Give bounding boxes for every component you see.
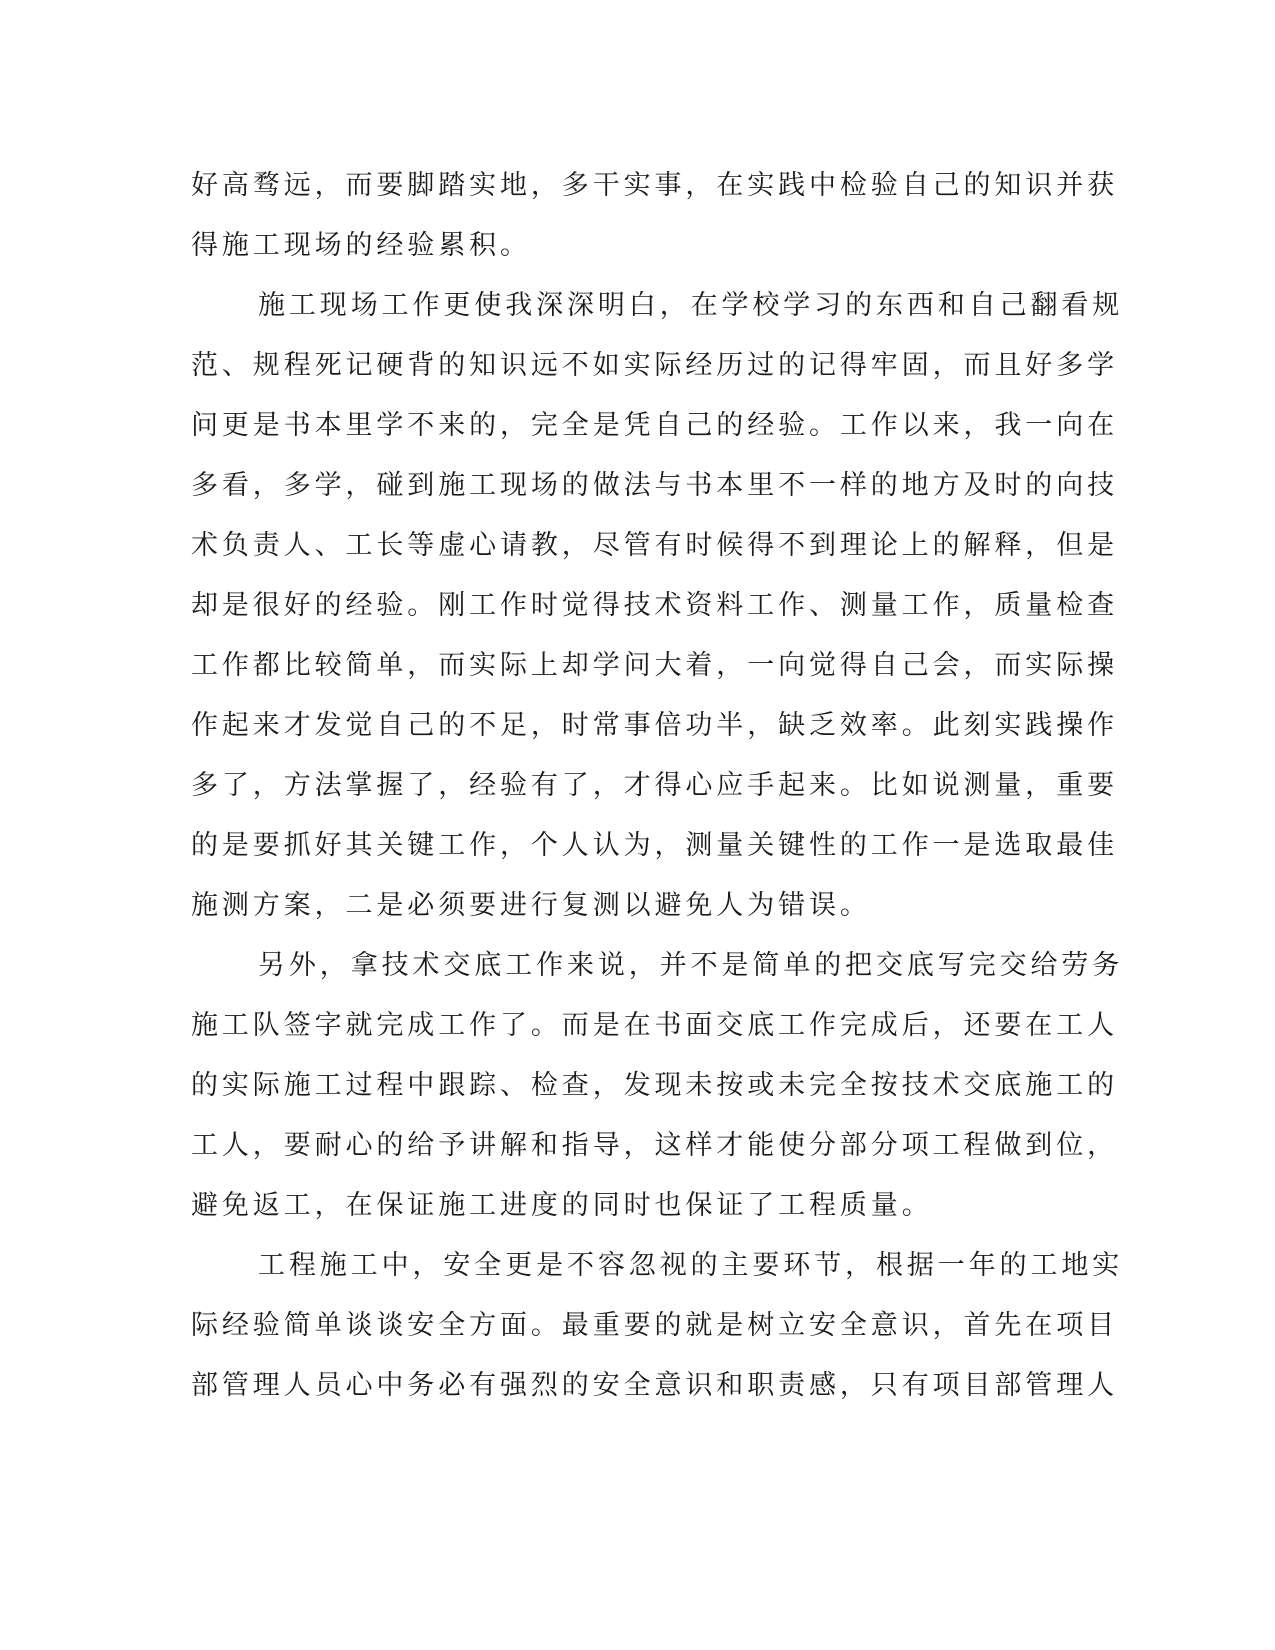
- text-line: 工人，要耐心的给予讲解和指导，这样才能使分部分项工程做到位，: [191, 1130, 1118, 1161]
- text-line: 作起来才发觉自己的不足，时常事倍功半，缺乏效率。此刻实践操作: [191, 710, 1118, 741]
- document-body: [191, 156, 1124, 1416]
- text-line: 的是要抓好其关键工作，个人认为，测量关键性的工作一是选取最佳: [191, 830, 1118, 861]
- text-line: 工作都比较简单，而实际上却学问大着，一向觉得自己会，而实际操: [191, 650, 1118, 681]
- text-line: 多了，方法掌握了，经验有了，才得心应手起来。比如说测量，重要: [191, 770, 1118, 801]
- paragraph-first-line: 施工现场工作更使我深深明白，在学校学习的东西和自己翻看规: [258, 290, 1124, 321]
- text-line: 得施工现场的经验累积。: [191, 230, 531, 261]
- text-line: 问更是书本里学不来的，完全是凭自己的经验。工作以来，我一向在: [191, 410, 1118, 441]
- paragraph-first-line: 另外，拿技术交底工作来说，并不是简单的把交底写完交给劳务: [258, 950, 1124, 981]
- text-line: 部管理人员心中务必有强烈的安全意识和职责感，只有项目部管理人: [191, 1370, 1118, 1401]
- text-line: 的实际施工过程中跟踪、检查，发现未按或未完全按技术交底施工的: [191, 1070, 1118, 1101]
- text-line: 施工队签字就完成工作了。而是在书面交底工作完成后，还要在工人: [191, 1010, 1118, 1041]
- text-line: 范、规程死记硬背的知识远不如实际经历过的记得牢固，而且好多学: [191, 350, 1118, 381]
- text-line: 却是很好的经验。刚工作时觉得技术资料工作、测量工作，质量检查: [191, 590, 1118, 621]
- text-line: 好高骛远，而要脚踏实地，多干实事，在实践中检验自己的知识并获: [191, 170, 1118, 201]
- text-line: 避免返工，在保证施工进度的同时也保证了工程质量。: [191, 1190, 933, 1221]
- text-line: 术负责人、工长等虚心请教，尽管有时候得不到理论上的解释，但是: [191, 530, 1118, 561]
- text-line: 多看，多学，碰到施工现场的做法与书本里不一样的地方及时的向技: [191, 470, 1118, 501]
- paragraph-first-line: 工程施工中，安全更是不容忽视的主要环节，根据一年的工地实: [258, 1250, 1124, 1281]
- text-line: 际经验简单谈谈安全方面。最重要的就是树立安全意识，首先在项目: [191, 1310, 1118, 1341]
- text-line: 施测方案，二是必须要进行复测以避免人为错误。: [191, 890, 871, 921]
